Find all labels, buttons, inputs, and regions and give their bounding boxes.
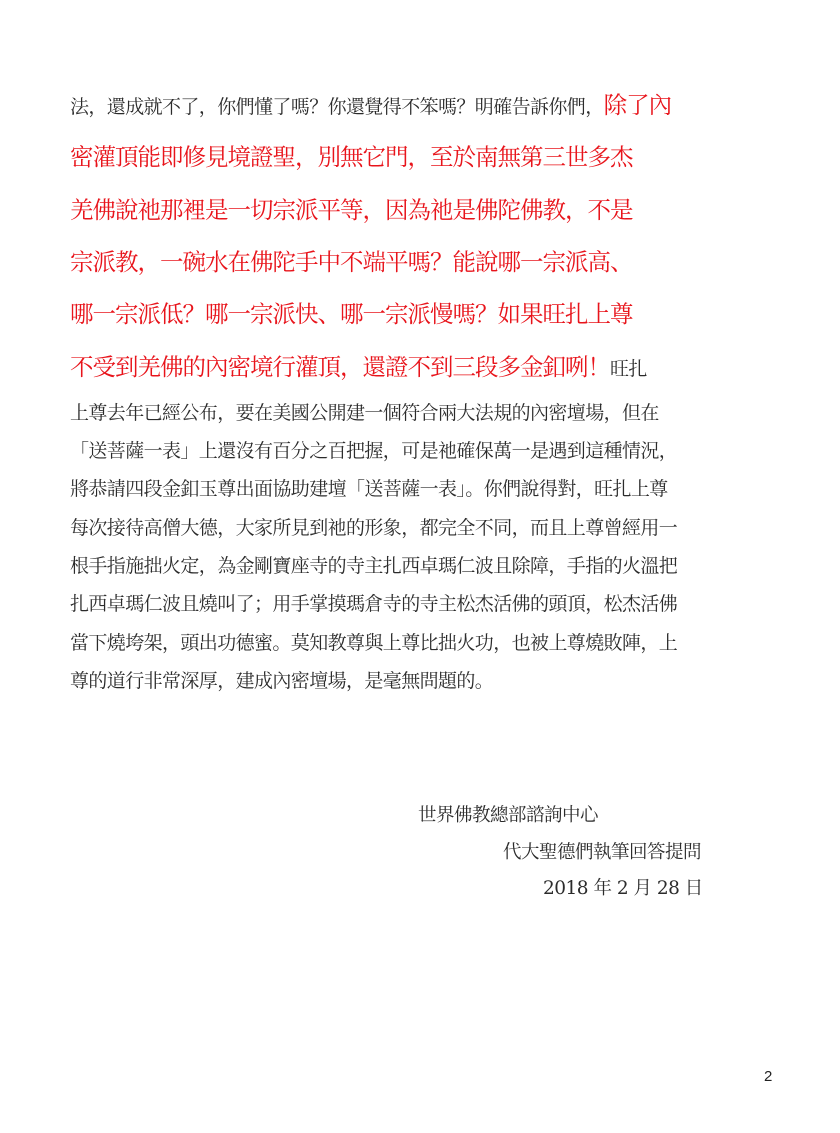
body-text: 根手指施拙火定，為金剛寶座寺的寺主扎西卓瑪仁波且除障，手指的火溫把 — [70, 555, 678, 577]
text-line-13 — [70, 628, 677, 655]
body-text: 「送菩薩一表」上還沒有百分之百把握，可是祂確保萬一是遇到這種情況， — [70, 440, 678, 462]
body-text: 上尊去年已經公布，要在美國公開建一個符合兩大法規的內密壇場，但在 — [70, 402, 659, 424]
text-line-1 — [70, 86, 671, 120]
emphasis-text: 不受到羌佛的內密境行灌頂，還證不到三段多金釦咧！ — [70, 353, 610, 381]
page-number: 2 — [764, 1068, 773, 1085]
text-line-8 — [70, 436, 677, 463]
text-line-11 — [70, 551, 677, 578]
body-text: 扎西卓瑪仁波且燒叫了；用手掌摸瑪倉寺的寺主松杰活佛的頭頂，松杰活佛 — [70, 593, 678, 615]
signature-organization: 世界佛教總部諮詢中心 — [418, 805, 599, 826]
text-line-3 — [70, 191, 633, 225]
emphasis-text: 哪一宗派低？哪一宗派快、哪一宗派慢嗎？如果旺扎上尊 — [70, 300, 633, 328]
emphasis-text: 除了內 — [603, 91, 672, 119]
body-text: 當下燒垮架，頭出功德蜜。莫知教尊與上尊比拙火功，也被上尊燒敗陣，上 — [70, 632, 678, 654]
text-line-10 — [70, 513, 677, 540]
text-line-12 — [70, 589, 677, 616]
body-text: 法，還成就不了，你們懂了嗎？你還覺得不笨嗎？明確告訴你們， — [70, 96, 604, 118]
body-text: 尊的道行非常深厚，建成內密壇場，是毫無問題的。 — [70, 670, 494, 692]
text-line-14 — [70, 666, 493, 693]
text-line-4 — [70, 243, 633, 277]
signature-date: 2018 年 2 月 28 日 — [543, 878, 703, 899]
text-line-2 — [70, 138, 633, 172]
emphasis-text: 羌佛說祂那裡是一切宗派平等，因為祂是佛陀佛教，不是 — [70, 196, 633, 224]
text-line-6 — [70, 348, 647, 382]
text-line-9 — [70, 474, 668, 501]
emphasis-text: 宗派教，一碗水在佛陀手中不端平嗎？能說哪一宗派高、 — [70, 248, 633, 276]
text-line-7 — [70, 398, 659, 425]
body-text: 旺扎 — [610, 358, 647, 380]
body-text: 每次接待高僧大德，大家所見到祂的形象，都完全不同，而且上尊曾經用一 — [70, 517, 678, 539]
text-line-5 — [70, 295, 633, 329]
emphasis-text: 密灌頂能即修見境證聖，別無它門，至於南無第三世多杰 — [70, 143, 633, 171]
signature-role: 代大聖德們執筆回答提問 — [503, 842, 702, 863]
body-text: 將恭請四段金釦玉尊出面協助建壇「送菩薩一表」。你們說得對，旺扎上尊 — [70, 478, 668, 500]
